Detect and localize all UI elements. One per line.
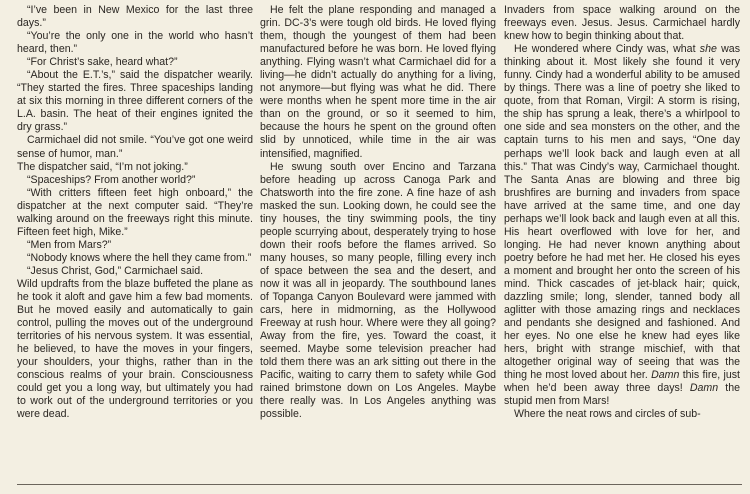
paragraph: “Nobody knows where the hell they came from.” xyxy=(27,251,252,264)
paragraph: “For Christ’s sake, heard what?” xyxy=(27,56,178,69)
paragraph: “About the E.T.’s,” said the dispatcher wearily. “They started the fires. Three spaceships landing at six this morning in three different corners of the L.A. basin. The heat of their engines ignited the dry grass.” xyxy=(17,69,253,134)
paragraph: Invaders from space walking around on the freeways even. Jesus. Jesus. Carmichael hardly knew how to begin thinking about that. xyxy=(504,4,740,43)
paragraph: “I’ve been in New Mexico for the last three days.” xyxy=(17,4,253,30)
paragraph: He felt the plane responding and managed a grin. DC-3’s were tough old birds. He loved flying them, though the youngest of them had been manufactured before he was born. He loved flying anything. Flying wasn’t what Carmichael did for a living—he didn’t actually do anything for a living, not anymore—but flying was what he did. There were months when he spent more time in the air than on the ground, or so it seemed to him, because the hours he spent on the ground often slid by unnoticed, while time in the air was intensified, magnified. xyxy=(260,4,496,160)
paragraph: “You’re the only one in the world who hasn’t heard, then.” xyxy=(17,30,253,56)
bottom-rule xyxy=(17,484,742,485)
paragraph: Carmichael did not smile. “You’ve got one weird sense of humor, man.” xyxy=(17,134,253,160)
text-column-2 xyxy=(260,4,496,422)
paragraph: “With critters fifteen feet high onboard,” the dispatcher at the next computer said. “They’re walking around on the freeways right this minute. Fifteen feet high, Mike.” xyxy=(17,186,253,238)
paragraph: “Men from Mars?” xyxy=(27,238,112,251)
paragraph: Wild updrafts from the blaze buffeted the plane as he took it aloft and gave him a few bad moments. But he moved easily and automatically to gain control, pulling the moves out of the underground territories of his nervous system. It was essential, he believed, to have the moves in your fingers, your shoulders, your thighs, rather than in the conscious realms of your brain. Consciousness could get you a long way, but ultimately you had to work out of the underground territories or you were dead. xyxy=(17,277,253,421)
text-column-3 xyxy=(504,4,740,422)
paragraph: “Jesus Christ, God,” Carmichael said. xyxy=(27,264,204,277)
paragraph: The dispatcher said, “I’m not joking.” xyxy=(17,160,188,173)
paragraph: Where the neat rows and circles of sub- xyxy=(514,408,701,421)
paragraph: He swung south over Encino and Tarzana before heading up across Canoga Park and Chatsworth into the fire zone. A fine haze of ash masked the sun. Looking down, he could see the tiny houses, the tiny swimming pools, the tiny people scurrying about, desperately trying to hose down their roofs before the flames arrived. So many houses, so many people, filling every inch of space between the sea and the desert, and now it was all in jeopardy. The southbound lanes of Topanga Canyon Boulevard were jammed with cars, here in midmorning, as the Hollywood Freeway at rush hour. Where were they all going? Away from the fire, yes. Toward the coast, it seemed. Maybe some television preacher had told them there was an ark sitting out there in the Pacific, waiting to carry them to safety while God rained brimstone down on Los Angeles. Maybe there really was. In Los Angeles anything was possible. xyxy=(260,160,496,421)
paragraph: “Spaceships? From another world?” xyxy=(27,173,196,186)
text-column-1 xyxy=(17,4,253,422)
paragraph: He wondered where Cindy was, what she was thinking about it. Most likely she found it very funny. Cindy had a wonderful ability to be amused by things. There was a line of poetry she liked to quote, from that Roman, Virgil: A storm is rising, the ship has sprung a leak, there’s a whirlpool to one side and sea monsters on the other, and the captain turns to his men and says, “One day perhaps we’ll look back and laugh even at all this.” That was Cindy’s way, Carmichael thought. The Santa Anas are blowing and three big brushfires are burning and invaders from space have arrived at the same time, and one day perhaps we’ll look back and laugh even at all this. His heart overflowed with love for her, and longing. He had never known anything about poetry before he had met her. He closed his eyes a moment and brought her onto the screen of his mind. Thick cascades of jet-black hair; quick, dazzling smile; long, slender, tanned body all aglitter with those amazing rings and necklaces and pendants she designed and fashioned. And her eyes. No one else he knew had eyes like hers, bright with strange mischief, with that altogether original way of seeing that was the thing he most loved about her. Damn this fire, just when he’d been away three days! Damn the stupid men from Mars! xyxy=(504,43,741,408)
